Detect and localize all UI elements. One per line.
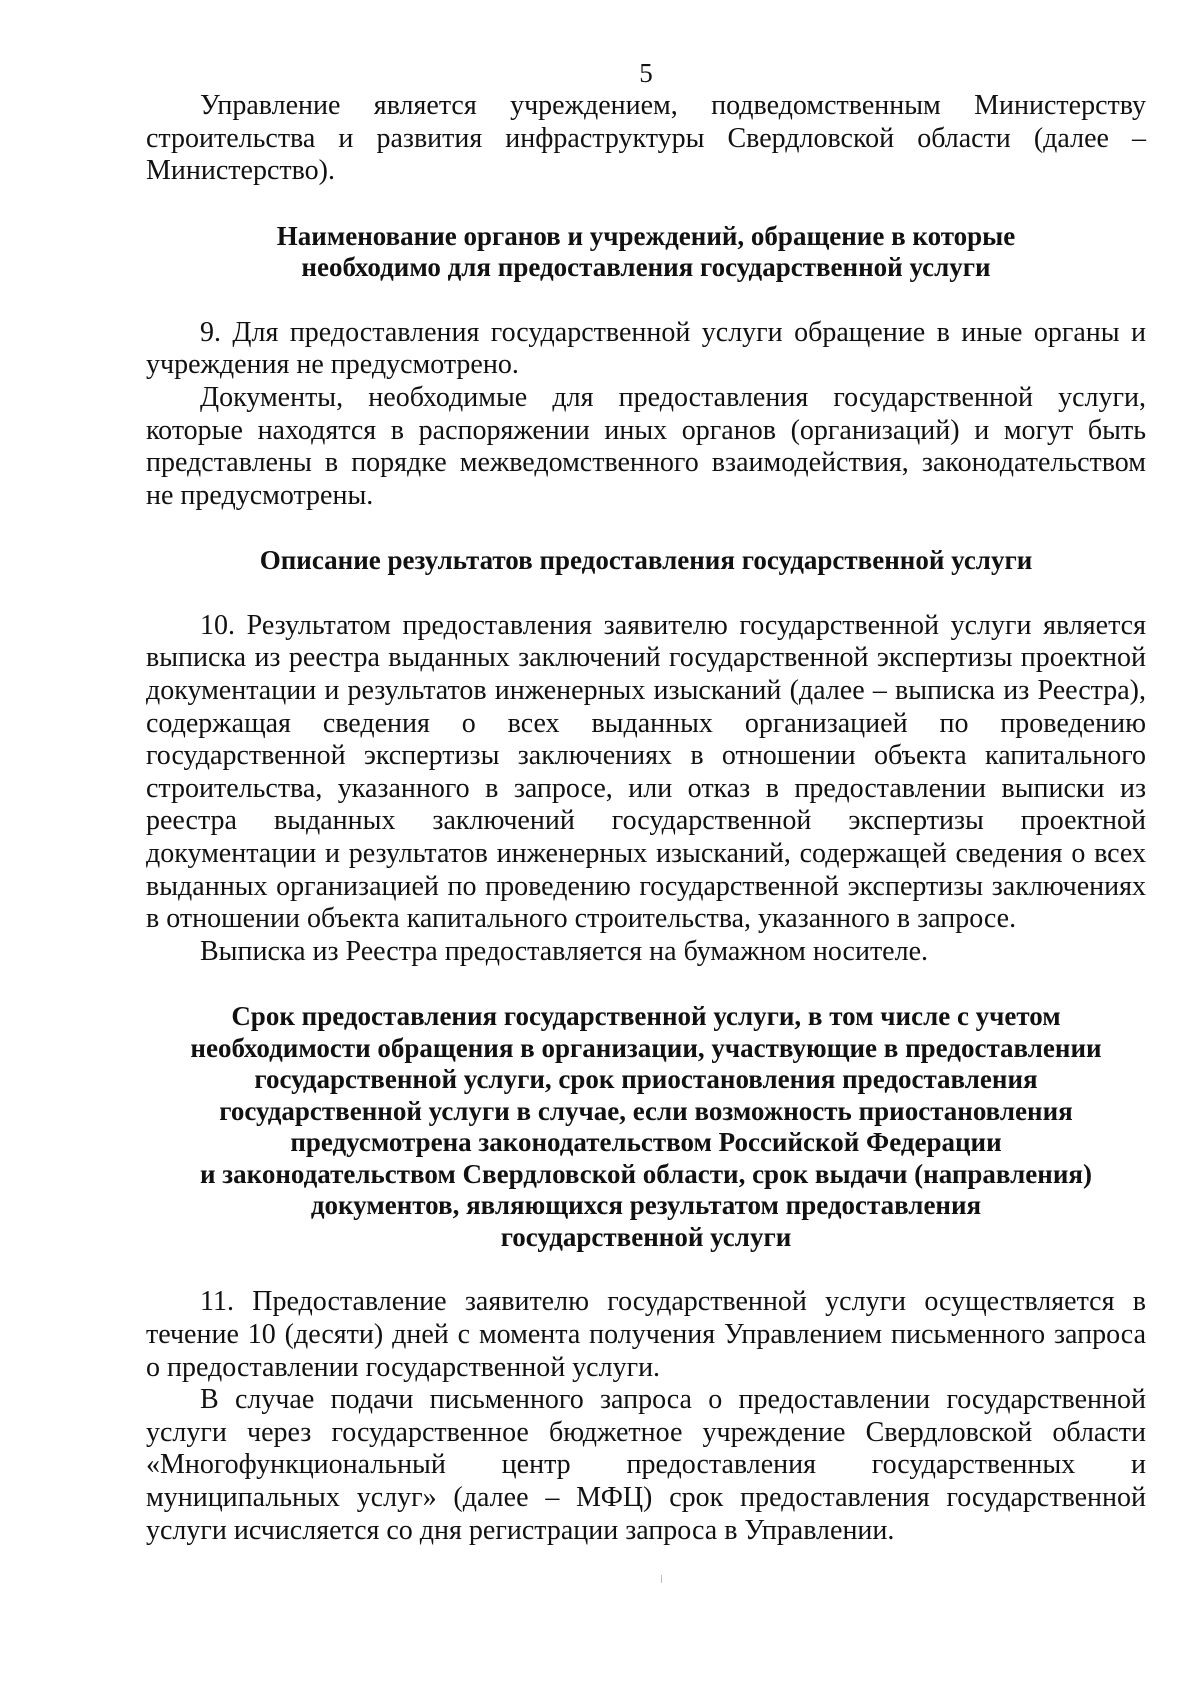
- heading-bodies: [146, 221, 1146, 284]
- paragraph-11-mfc: В случае подачи письменного запроса о предоставлении государственной услуги через государственное бюджетное учреждение Свердловской области «Многофункциональный центр предоставления государственных и муниципальных услуг» (далее – МФЦ) срок предоставления государственной услуги исчисляется со дня регистрации запроса в Управлении.: [146, 1384, 1146, 1546]
- paragraph-9-documents: Документы, необходимые для предоставления государственной услуги, которые находятся в распоряжении иных органов (организаций) и могут быть представлены в порядке межведомственного взаимодействия, законодательством не предусмотрены.: [146, 381, 1146, 511]
- heading-line: государственной услуги в случае, если возможность приостановления: [219, 1095, 1073, 1126]
- heading-line: документов, являющихся результатом предоставления: [310, 1190, 982, 1221]
- heading-line: государственной услуги: [500, 1221, 792, 1252]
- heading-line: и законодательством Свердловской области, срок выдачи (направления): [200, 1158, 1092, 1189]
- heading-line: Срок предоставления государственной услуги, в том числе с учетом: [231, 1001, 1061, 1032]
- heading-line: Наименование органов и учреждений, обращение в которые: [276, 220, 1016, 251]
- heading-line: необходимости обращения в организации, участвующие в предоставлении: [190, 1032, 1102, 1063]
- heading-line: государственной услуги, срок приостановления предоставления: [254, 1064, 1038, 1095]
- heading-line: предусмотрена законодательством Российской Федерации: [290, 1127, 1002, 1158]
- paragraph-10-paper: Выписка из Реестра предоставляется на бумажном носителе.: [200, 935, 929, 967]
- paragraph-intro: Управление является учреждением, подведомственным Министерству строительства и развития инфраструктуры Свердловской области (далее – Министерство).: [146, 90, 1146, 187]
- paragraph-11: 11. Предоставление заявителю государственной услуги осуществляется в течение 10 (десяти) дней с момента получения Управлением письменного запроса о предоставлении государственной услуги.: [146, 1286, 1146, 1383]
- scan-artifact: [661, 1575, 662, 1583]
- heading-results: Описание результатов предоставления государственной услуги: [259, 545, 1033, 576]
- paragraph-9: 9. Для предоставления государственной услуги обращение в иные органы и учреждения не предусмотрено.: [146, 316, 1146, 381]
- heading-line: необходимо для предоставления государственной услуги: [301, 252, 991, 283]
- heading-terms: [146, 1001, 1146, 1253]
- document-page: [146, 58, 1146, 1547]
- page-number: 5: [639, 58, 653, 88]
- paragraph-10: 10. Результатом предоставления заявителю государственной услуги является выписка из реестра выданных заключений государственной экспертизы проектной документации и результатов инженерных изысканий (далее – выписка из Реестра), содержащая сведения о всех выданных организацией по проведению государственной экспертизы заключениях в отношении объекта капитального строительства, указанного в запросе, или отказ в предоставлении выписки из реестра выданных заключений государственной экспертизы проектной документации и результатов инженерных изысканий, содержащей сведения о всех выданных организацией по проведению государственной экспертизы заключениях в отношении объекта капитального строительства, указанного в запросе.: [146, 609, 1146, 935]
